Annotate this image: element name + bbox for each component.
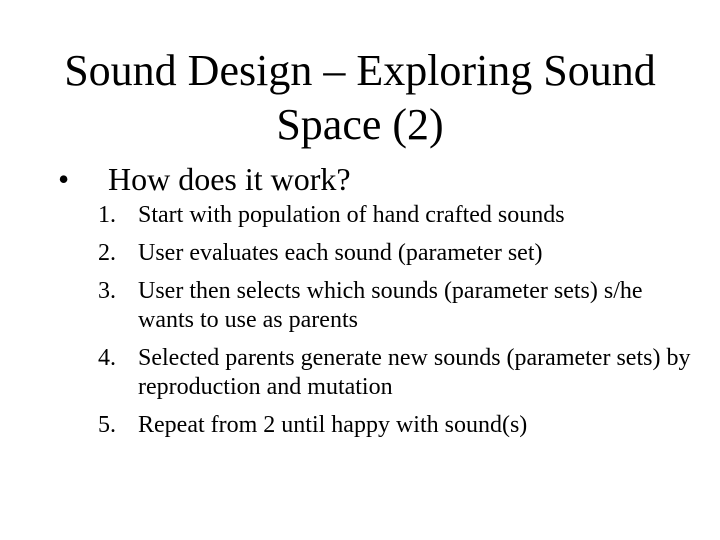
step-number: 4. bbox=[98, 345, 116, 371]
list-item bbox=[98, 201, 698, 230]
step-number: 1. bbox=[98, 202, 116, 228]
step-text: Start with population of hand crafted sounds bbox=[138, 202, 565, 228]
list-item bbox=[98, 344, 698, 402]
bullet-icon: • bbox=[58, 161, 70, 197]
bullet-text: How does it work? bbox=[108, 161, 351, 197]
step-number: 2. bbox=[98, 240, 116, 266]
step-text: User evaluates each sound (parameter set) bbox=[138, 240, 543, 266]
step-text: Repeat from 2 until happy with sound(s) bbox=[138, 412, 528, 438]
steps-list bbox=[98, 201, 698, 449]
title-line-2: Space (2) bbox=[276, 100, 444, 149]
main-bullet bbox=[58, 160, 351, 198]
step-number: 5. bbox=[98, 412, 116, 438]
list-item bbox=[98, 277, 698, 335]
list-item bbox=[98, 411, 698, 440]
step-text: Selected parents generate new sounds (parameter sets) by reproduction and mutation bbox=[138, 345, 691, 400]
list-item bbox=[98, 239, 698, 268]
title-line-1: Sound Design – Exploring Sound bbox=[64, 46, 656, 95]
slide-title bbox=[40, 44, 680, 152]
step-text: User then selects which sounds (parameter sets) s/he wants to use as parents bbox=[138, 278, 643, 333]
step-number: 3. bbox=[98, 278, 116, 304]
